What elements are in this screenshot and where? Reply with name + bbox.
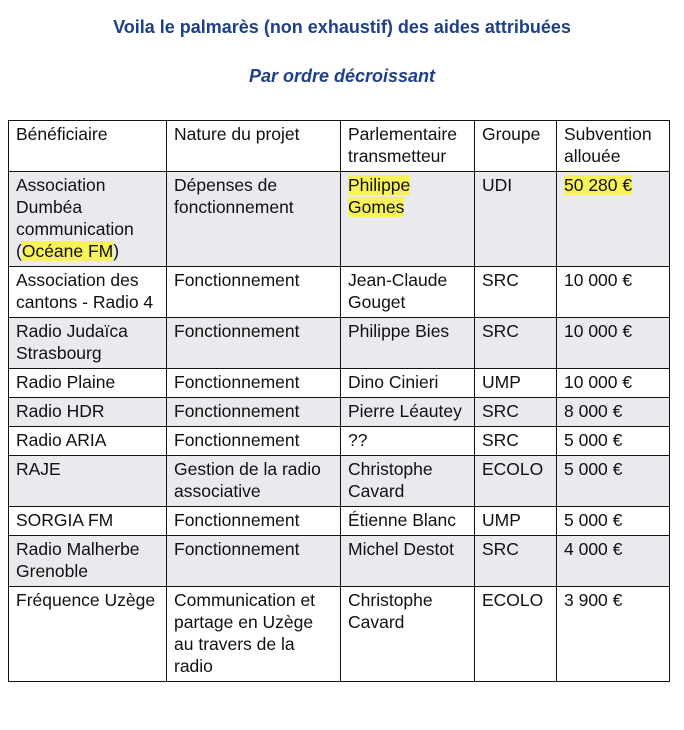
table-row xyxy=(9,507,670,536)
table-row xyxy=(9,536,670,587)
beneficiaire-prefix: Association Dumbéa communication ( xyxy=(16,175,134,261)
table-row xyxy=(9,587,670,682)
subsidies-table xyxy=(8,120,670,682)
cell-nature: Fonctionnement xyxy=(167,536,341,587)
beneficiaire-suffix: ) xyxy=(113,241,120,261)
header-subvention: Subvention allouée xyxy=(557,121,670,172)
cell-nature: Communication et partage en Uzège au travers de la radio xyxy=(167,587,341,682)
cell-nature: Dépenses de fonctionnement xyxy=(167,172,341,267)
cell-parlementaire xyxy=(341,172,475,267)
cell-parlementaire: ?? xyxy=(341,427,475,456)
highlighted-text: Philippe Gomes xyxy=(348,175,411,217)
cell-nature: Fonctionnement xyxy=(167,267,341,318)
cell-beneficiaire xyxy=(9,172,167,267)
table-row xyxy=(9,267,670,318)
cell-subvention: 5 000 € xyxy=(557,507,670,536)
cell-subvention: 10 000 € xyxy=(557,267,670,318)
cell-groupe: SRC xyxy=(475,427,557,456)
header-groupe: Groupe xyxy=(475,121,557,172)
cell-parlementaire: Jean-Claude Gouget xyxy=(341,267,475,318)
cell-nature: Fonctionnement xyxy=(167,369,341,398)
cell-subvention: 10 000 € xyxy=(557,369,670,398)
table-row xyxy=(9,398,670,427)
cell-subvention: 10 000 € xyxy=(557,318,670,369)
cell-groupe: UMP xyxy=(475,507,557,536)
cell-parlementaire: Philippe Bies xyxy=(341,318,475,369)
cell-parlementaire: Michel Destot xyxy=(341,536,475,587)
table-row xyxy=(9,456,670,507)
cell-parlementaire: Pierre Léautey xyxy=(341,398,475,427)
cell-nature: Fonctionnement xyxy=(167,507,341,536)
cell-beneficiaire: Radio ARIA xyxy=(9,427,167,456)
table-header-row xyxy=(9,121,670,172)
cell-groupe: SRC xyxy=(475,398,557,427)
cell-subvention: 8 000 € xyxy=(557,398,670,427)
cell-beneficiaire: Radio Malherbe Grenoble xyxy=(9,536,167,587)
cell-groupe: SRC xyxy=(475,536,557,587)
cell-groupe: ECOLO xyxy=(475,587,557,682)
highlighted-text: Océane FM xyxy=(21,241,114,261)
cell-subvention: 5 000 € xyxy=(557,456,670,507)
cell-nature: Fonctionnement xyxy=(167,318,341,369)
cell-groupe: UMP xyxy=(475,369,557,398)
cell-groupe: SRC xyxy=(475,318,557,369)
table-row xyxy=(9,318,670,369)
page-title: Voila le palmarès (non exhaustif) des aides attribuées xyxy=(113,17,571,37)
cell-nature: Fonctionnement xyxy=(167,398,341,427)
cell-nature: Gestion de la radio associative xyxy=(167,456,341,507)
header-beneficiaire: Bénéficiaire xyxy=(9,121,167,172)
cell-subvention: 5 000 € xyxy=(557,427,670,456)
cell-parlementaire: Étienne Blanc xyxy=(341,507,475,536)
cell-groupe: SRC xyxy=(475,267,557,318)
cell-beneficiaire: Radio HDR xyxy=(9,398,167,427)
table-row xyxy=(9,427,670,456)
cell-parlementaire: Dino Cinieri xyxy=(341,369,475,398)
cell-beneficiaire: Radio Plaine xyxy=(9,369,167,398)
cell-subvention xyxy=(557,172,670,267)
cell-parlementaire: Christophe Cavard xyxy=(341,456,475,507)
header-parlementaire: Parlementaire transmetteur xyxy=(341,121,475,172)
cell-nature: Fonctionnement xyxy=(167,427,341,456)
highlighted-text: 50 280 € xyxy=(564,175,633,195)
cell-beneficiaire: SORGIA FM xyxy=(9,507,167,536)
cell-subvention: 4 000 € xyxy=(557,536,670,587)
table-row xyxy=(9,172,670,267)
cell-beneficiaire: Radio Judaïca Strasbourg xyxy=(9,318,167,369)
cell-groupe: ECOLO xyxy=(475,456,557,507)
cell-groupe: UDI xyxy=(475,172,557,267)
page-subtitle: Par ordre décroissant xyxy=(248,66,436,86)
cell-subvention: 3 900 € xyxy=(557,587,670,682)
table-row xyxy=(9,369,670,398)
cell-beneficiaire: Fréquence Uzège xyxy=(9,587,167,682)
cell-parlementaire: Christophe Cavard xyxy=(341,587,475,682)
cell-beneficiaire: RAJE xyxy=(9,456,167,507)
header-nature: Nature du projet xyxy=(167,121,341,172)
cell-beneficiaire: Association des cantons - Radio 4 xyxy=(9,267,167,318)
